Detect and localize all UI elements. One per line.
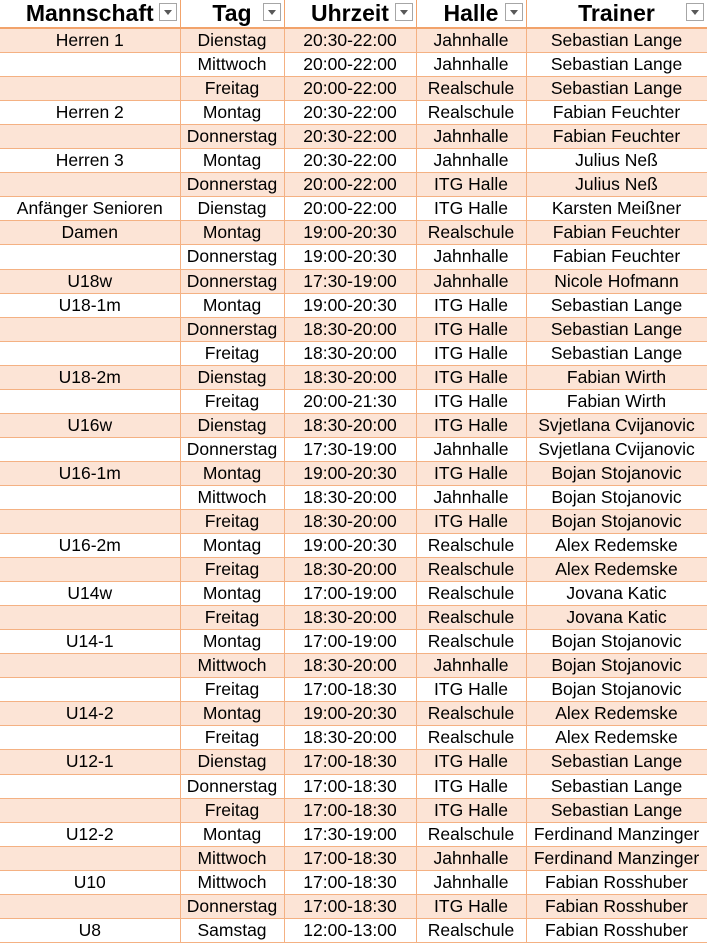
cell-trainer[interactable]: Sebastian Lange	[526, 28, 707, 53]
cell-uhrzeit[interactable]: 18:30-20:00	[284, 341, 416, 365]
cell-mannschaft[interactable]: U18-2m	[0, 365, 180, 389]
table-row[interactable]	[0, 53, 707, 77]
cell-halle[interactable]: Realschule	[416, 630, 526, 654]
cell-uhrzeit[interactable]: 18:30-20:00	[284, 509, 416, 533]
column-header-mannschaft	[0, 0, 180, 28]
table-row[interactable]	[0, 365, 707, 389]
cell-mannschaft[interactable]: U14-1	[0, 630, 180, 654]
cell-halle[interactable]: Realschule	[416, 582, 526, 606]
table-row[interactable]	[0, 630, 707, 654]
cell-tag[interactable]: Mittwoch	[180, 846, 284, 870]
cell-tag[interactable]: Mittwoch	[180, 53, 284, 77]
cell-uhrzeit[interactable]: 19:00-20:30	[284, 702, 416, 726]
table-row[interactable]	[0, 101, 707, 125]
header-row	[0, 0, 707, 28]
cell-tag[interactable]: Dienstag	[180, 750, 284, 774]
cell-tag[interactable]: Mittwoch	[180, 654, 284, 678]
cell-mannschaft[interactable]	[0, 245, 180, 269]
cell-mannschaft[interactable]	[0, 726, 180, 750]
cell-tag[interactable]: Montag	[180, 101, 284, 125]
cell-halle[interactable]: Jahnhalle	[416, 437, 526, 461]
table-row[interactable]	[0, 149, 707, 173]
cell-halle[interactable]: ITG Halle	[416, 774, 526, 798]
table-row[interactable]	[0, 461, 707, 485]
cell-trainer[interactable]: Jovana Katic	[526, 606, 707, 630]
cell-tag[interactable]: Montag	[180, 534, 284, 558]
cell-uhrzeit[interactable]: 20:30-22:00	[284, 28, 416, 53]
table-row[interactable]	[0, 389, 707, 413]
cell-trainer[interactable]: Alex Redemske	[526, 534, 707, 558]
cell-trainer[interactable]: Bojan Stojanovic	[526, 678, 707, 702]
cell-tag[interactable]: Donnerstag	[180, 245, 284, 269]
cell-trainer[interactable]: Julius Neß	[526, 173, 707, 197]
cell-halle[interactable]: Jahnhalle	[416, 28, 526, 53]
cell-uhrzeit[interactable]: 17:00-18:30	[284, 894, 416, 918]
cell-uhrzeit[interactable]: 17:00-19:00	[284, 630, 416, 654]
filter-dropdown-icon[interactable]	[395, 3, 413, 21]
table-row[interactable]	[0, 197, 707, 221]
table-row[interactable]	[0, 28, 707, 53]
cell-halle[interactable]: Realschule	[416, 606, 526, 630]
column-header-uhrzeit	[284, 0, 416, 28]
cell-trainer[interactable]: Ferdinand Manzinger	[526, 822, 707, 846]
cell-halle[interactable]: Jahnhalle	[416, 245, 526, 269]
cell-tag[interactable]: Montag	[180, 293, 284, 317]
table-body	[0, 28, 707, 943]
table-row[interactable]	[0, 654, 707, 678]
cell-tag[interactable]: Dienstag	[180, 28, 284, 53]
table-row[interactable]	[0, 822, 707, 846]
table-row[interactable]	[0, 293, 707, 317]
cell-trainer[interactable]: Fabian Feuchter	[526, 221, 707, 245]
column-header-tag	[180, 0, 284, 28]
table-row[interactable]	[0, 918, 707, 942]
column-header-trainer	[526, 0, 707, 28]
cell-mannschaft[interactable]: Herren 1	[0, 28, 180, 53]
cell-trainer[interactable]: Fabian Feuchter	[526, 101, 707, 125]
cell-tag[interactable]: Donnerstag	[180, 317, 284, 341]
table-row[interactable]	[0, 509, 707, 533]
cell-tag[interactable]: Dienstag	[180, 365, 284, 389]
cell-halle[interactable]: ITG Halle	[416, 509, 526, 533]
cell-mannschaft[interactable]: Damen	[0, 221, 180, 245]
cell-tag[interactable]: Freitag	[180, 678, 284, 702]
cell-trainer[interactable]: Jovana Katic	[526, 582, 707, 606]
table-row[interactable]	[0, 846, 707, 870]
cell-mannschaft[interactable]: U12-1	[0, 750, 180, 774]
cell-tag[interactable]: Dienstag	[180, 413, 284, 437]
cell-tag[interactable]: Freitag	[180, 509, 284, 533]
cell-uhrzeit[interactable]: 20:30-22:00	[284, 101, 416, 125]
cell-trainer[interactable]: Bojan Stojanovic	[526, 509, 707, 533]
table-row[interactable]	[0, 870, 707, 894]
cell-mannschaft[interactable]	[0, 317, 180, 341]
cell-trainer[interactable]: Sebastian Lange	[526, 317, 707, 341]
cell-trainer[interactable]: Julius Neß	[526, 149, 707, 173]
cell-mannschaft[interactable]	[0, 53, 180, 77]
cell-uhrzeit[interactable]: 17:30-19:00	[284, 822, 416, 846]
cell-trainer[interactable]: Fabian Rosshuber	[526, 870, 707, 894]
cell-halle[interactable]: Jahnhalle	[416, 149, 526, 173]
cell-uhrzeit[interactable]: 17:30-19:00	[284, 437, 416, 461]
cell-tag[interactable]: Dienstag	[180, 197, 284, 221]
cell-uhrzeit[interactable]: 20:30-22:00	[284, 125, 416, 149]
cell-tag[interactable]: Donnerstag	[180, 125, 284, 149]
cell-uhrzeit[interactable]: 18:30-20:00	[284, 317, 416, 341]
cell-uhrzeit[interactable]: 19:00-20:30	[284, 293, 416, 317]
cell-halle[interactable]: ITG Halle	[416, 798, 526, 822]
cell-mannschaft[interactable]	[0, 846, 180, 870]
cell-mannschaft[interactable]	[0, 798, 180, 822]
cell-uhrzeit[interactable]: 20:00-22:00	[284, 197, 416, 221]
table-row[interactable]	[0, 437, 707, 461]
cell-halle[interactable]: Jahnhalle	[416, 485, 526, 509]
cell-mannschaft[interactable]: Anfänger Senioren	[0, 197, 180, 221]
cell-mannschaft[interactable]	[0, 77, 180, 101]
cell-trainer[interactable]: Bojan Stojanovic	[526, 485, 707, 509]
cell-uhrzeit[interactable]: 17:00-18:30	[284, 678, 416, 702]
table-row[interactable]	[0, 774, 707, 798]
table-row[interactable]	[0, 125, 707, 149]
cell-halle[interactable]: Realschule	[416, 918, 526, 942]
cell-halle[interactable]: ITG Halle	[416, 317, 526, 341]
cell-tag[interactable]: Samstag	[180, 918, 284, 942]
cell-uhrzeit[interactable]: 18:30-20:00	[284, 413, 416, 437]
cell-trainer[interactable]: Sebastian Lange	[526, 798, 707, 822]
cell-halle[interactable]: ITG Halle	[416, 678, 526, 702]
cell-halle[interactable]: Realschule	[416, 221, 526, 245]
cell-trainer[interactable]: Bojan Stojanovic	[526, 654, 707, 678]
filter-dropdown-icon[interactable]	[686, 3, 704, 21]
cell-uhrzeit[interactable]: 20:30-22:00	[284, 149, 416, 173]
cell-tag[interactable]: Montag	[180, 461, 284, 485]
table-row[interactable]	[0, 726, 707, 750]
cell-trainer[interactable]: Alex Redemske	[526, 726, 707, 750]
cell-tag[interactable]: Mittwoch	[180, 485, 284, 509]
cell-halle[interactable]: Jahnhalle	[416, 125, 526, 149]
cell-uhrzeit[interactable]: 17:00-18:30	[284, 750, 416, 774]
cell-mannschaft[interactable]	[0, 125, 180, 149]
cell-trainer[interactable]: Ferdinand Manzinger	[526, 846, 707, 870]
cell-mannschaft[interactable]: U14w	[0, 582, 180, 606]
cell-mannschaft[interactable]: Herren 3	[0, 149, 180, 173]
cell-mannschaft[interactable]	[0, 774, 180, 798]
cell-halle[interactable]: Realschule	[416, 77, 526, 101]
table-row[interactable]	[0, 678, 707, 702]
cell-tag[interactable]: Freitag	[180, 726, 284, 750]
cell-trainer[interactable]: Fabian Feuchter	[526, 245, 707, 269]
cell-mannschaft[interactable]: U10	[0, 870, 180, 894]
filter-dropdown-icon[interactable]	[159, 3, 177, 21]
cell-uhrzeit[interactable]: 18:30-20:00	[284, 726, 416, 750]
cell-halle[interactable]: ITG Halle	[416, 461, 526, 485]
table-row[interactable]	[0, 269, 707, 293]
cell-uhrzeit[interactable]: 19:00-20:30	[284, 245, 416, 269]
cell-halle[interactable]: Realschule	[416, 558, 526, 582]
cell-halle[interactable]: Jahnhalle	[416, 269, 526, 293]
table-row[interactable]	[0, 582, 707, 606]
cell-halle[interactable]: ITG Halle	[416, 293, 526, 317]
cell-mannschaft[interactable]: U12-2	[0, 822, 180, 846]
cell-halle[interactable]: Realschule	[416, 726, 526, 750]
cell-mannschaft[interactable]	[0, 654, 180, 678]
cell-trainer[interactable]: Karsten Meißner	[526, 197, 707, 221]
cell-mannschaft[interactable]	[0, 485, 180, 509]
cell-trainer[interactable]: Fabian Feuchter	[526, 125, 707, 149]
cell-uhrzeit[interactable]: 19:00-20:30	[284, 534, 416, 558]
cell-halle[interactable]: ITG Halle	[416, 413, 526, 437]
cell-uhrzeit[interactable]: 17:00-18:30	[284, 798, 416, 822]
cell-halle[interactable]: Realschule	[416, 822, 526, 846]
cell-tag[interactable]: Freitag	[180, 389, 284, 413]
table-row[interactable]	[0, 77, 707, 101]
header-label: Halle	[443, 0, 499, 26]
cell-trainer[interactable]: Nicole Hofmann	[526, 269, 707, 293]
cell-mannschaft[interactable]: Herren 2	[0, 101, 180, 125]
cell-halle[interactable]: ITG Halle	[416, 894, 526, 918]
cell-mannschaft[interactable]: U8	[0, 918, 180, 942]
table-row[interactable]	[0, 534, 707, 558]
cell-halle[interactable]: ITG Halle	[416, 365, 526, 389]
column-header-halle	[416, 0, 526, 28]
cell-uhrzeit[interactable]: 19:00-20:30	[284, 221, 416, 245]
cell-mannschaft[interactable]: U16w	[0, 413, 180, 437]
cell-mannschaft[interactable]: U16-2m	[0, 534, 180, 558]
cell-tag[interactable]: Freitag	[180, 341, 284, 365]
cell-trainer[interactable]: Bojan Stojanovic	[526, 630, 707, 654]
cell-mannschaft[interactable]: U16-1m	[0, 461, 180, 485]
cell-mannschaft[interactable]	[0, 437, 180, 461]
filter-dropdown-icon[interactable]	[505, 3, 523, 21]
table-row[interactable]	[0, 245, 707, 269]
cell-trainer[interactable]: Alex Redemske	[526, 558, 707, 582]
filter-dropdown-icon[interactable]	[263, 3, 281, 21]
cell-trainer[interactable]: Fabian Wirth	[526, 365, 707, 389]
cell-tag[interactable]: Montag	[180, 582, 284, 606]
cell-halle[interactable]: ITG Halle	[416, 341, 526, 365]
cell-uhrzeit[interactable]: 17:00-18:30	[284, 774, 416, 798]
cell-halle[interactable]: ITG Halle	[416, 173, 526, 197]
cell-trainer[interactable]: Fabian Rosshuber	[526, 918, 707, 942]
cell-halle[interactable]: ITG Halle	[416, 389, 526, 413]
table-row[interactable]	[0, 413, 707, 437]
header-label: Mannschaft	[25, 0, 154, 26]
header-label: Tag	[212, 0, 252, 26]
table-row[interactable]	[0, 894, 707, 918]
cell-trainer[interactable]: Fabian Wirth	[526, 389, 707, 413]
cell-mannschaft[interactable]	[0, 509, 180, 533]
cell-uhrzeit[interactable]: 20:00-21:30	[284, 389, 416, 413]
table-row[interactable]	[0, 702, 707, 726]
cell-uhrzeit[interactable]: 17:30-19:00	[284, 269, 416, 293]
cell-halle[interactable]: Jahnhalle	[416, 870, 526, 894]
cell-tag[interactable]: Montag	[180, 149, 284, 173]
cell-uhrzeit[interactable]: 18:30-20:00	[284, 485, 416, 509]
cell-uhrzeit[interactable]: 18:30-20:00	[284, 654, 416, 678]
cell-uhrzeit[interactable]: 12:00-13:00	[284, 918, 416, 942]
cell-tag[interactable]: Donnerstag	[180, 774, 284, 798]
cell-tag[interactable]: Freitag	[180, 606, 284, 630]
cell-halle[interactable]: Realschule	[416, 534, 526, 558]
cell-halle[interactable]: ITG Halle	[416, 197, 526, 221]
cell-uhrzeit[interactable]: 20:00-22:00	[284, 53, 416, 77]
cell-mannschaft[interactable]	[0, 894, 180, 918]
header-label: Trainer	[578, 0, 655, 26]
table-row[interactable]	[0, 341, 707, 365]
cell-uhrzeit[interactable]: 17:00-19:00	[284, 582, 416, 606]
cell-trainer[interactable]: Sebastian Lange	[526, 293, 707, 317]
cell-uhrzeit[interactable]: 17:00-18:30	[284, 846, 416, 870]
table-row[interactable]	[0, 317, 707, 341]
cell-mannschaft[interactable]	[0, 173, 180, 197]
table-row[interactable]	[0, 221, 707, 245]
cell-tag[interactable]: Donnerstag	[180, 269, 284, 293]
cell-halle[interactable]: Jahnhalle	[416, 654, 526, 678]
cell-tag[interactable]: Freitag	[180, 558, 284, 582]
cell-trainer[interactable]: Sebastian Lange	[526, 77, 707, 101]
cell-trainer[interactable]: Sebastian Lange	[526, 774, 707, 798]
cell-tag[interactable]: Montag	[180, 221, 284, 245]
cell-mannschaft[interactable]	[0, 678, 180, 702]
cell-trainer[interactable]: Sebastian Lange	[526, 750, 707, 774]
cell-trainer[interactable]: Svjetlana Cvijanovic	[526, 413, 707, 437]
cell-halle[interactable]: ITG Halle	[416, 750, 526, 774]
cell-mannschaft[interactable]: U18w	[0, 269, 180, 293]
cell-halle[interactable]: Realschule	[416, 702, 526, 726]
table-row[interactable]	[0, 606, 707, 630]
cell-mannschaft[interactable]	[0, 389, 180, 413]
table-row[interactable]	[0, 173, 707, 197]
table-row[interactable]	[0, 798, 707, 822]
cell-uhrzeit[interactable]: 20:00-22:00	[284, 173, 416, 197]
cell-uhrzeit[interactable]: 19:00-20:30	[284, 461, 416, 485]
cell-halle[interactable]: Realschule	[416, 101, 526, 125]
cell-uhrzeit[interactable]: 18:30-20:00	[284, 365, 416, 389]
cell-mannschaft[interactable]	[0, 606, 180, 630]
cell-tag[interactable]: Mittwoch	[180, 870, 284, 894]
cell-tag[interactable]: Montag	[180, 822, 284, 846]
header-label: Uhrzeit	[311, 0, 389, 26]
table-row[interactable]	[0, 558, 707, 582]
cell-trainer[interactable]: Sebastian Lange	[526, 53, 707, 77]
cell-uhrzeit[interactable]: 17:00-18:30	[284, 870, 416, 894]
cell-mannschaft[interactable]	[0, 558, 180, 582]
cell-tag[interactable]: Montag	[180, 702, 284, 726]
cell-trainer[interactable]: Bojan Stojanovic	[526, 461, 707, 485]
cell-trainer[interactable]: Fabian Rosshuber	[526, 894, 707, 918]
cell-halle[interactable]: Jahnhalle	[416, 846, 526, 870]
cell-trainer[interactable]: Alex Redemske	[526, 702, 707, 726]
cell-tag[interactable]: Donnerstag	[180, 173, 284, 197]
cell-mannschaft[interactable]: U18-1m	[0, 293, 180, 317]
cell-trainer[interactable]: Sebastian Lange	[526, 341, 707, 365]
cell-trainer[interactable]: Svjetlana Cvijanovic	[526, 437, 707, 461]
cell-mannschaft[interactable]	[0, 341, 180, 365]
cell-mannschaft[interactable]: U14-2	[0, 702, 180, 726]
table-row[interactable]	[0, 750, 707, 774]
cell-uhrzeit[interactable]: 20:00-22:00	[284, 77, 416, 101]
cell-tag[interactable]: Freitag	[180, 798, 284, 822]
cell-tag[interactable]: Donnerstag	[180, 894, 284, 918]
cell-tag[interactable]: Montag	[180, 630, 284, 654]
cell-uhrzeit[interactable]: 18:30-20:00	[284, 606, 416, 630]
table-row[interactable]	[0, 485, 707, 509]
cell-tag[interactable]: Donnerstag	[180, 437, 284, 461]
cell-uhrzeit[interactable]: 18:30-20:00	[284, 558, 416, 582]
cell-tag[interactable]: Freitag	[180, 77, 284, 101]
cell-halle[interactable]: Jahnhalle	[416, 53, 526, 77]
